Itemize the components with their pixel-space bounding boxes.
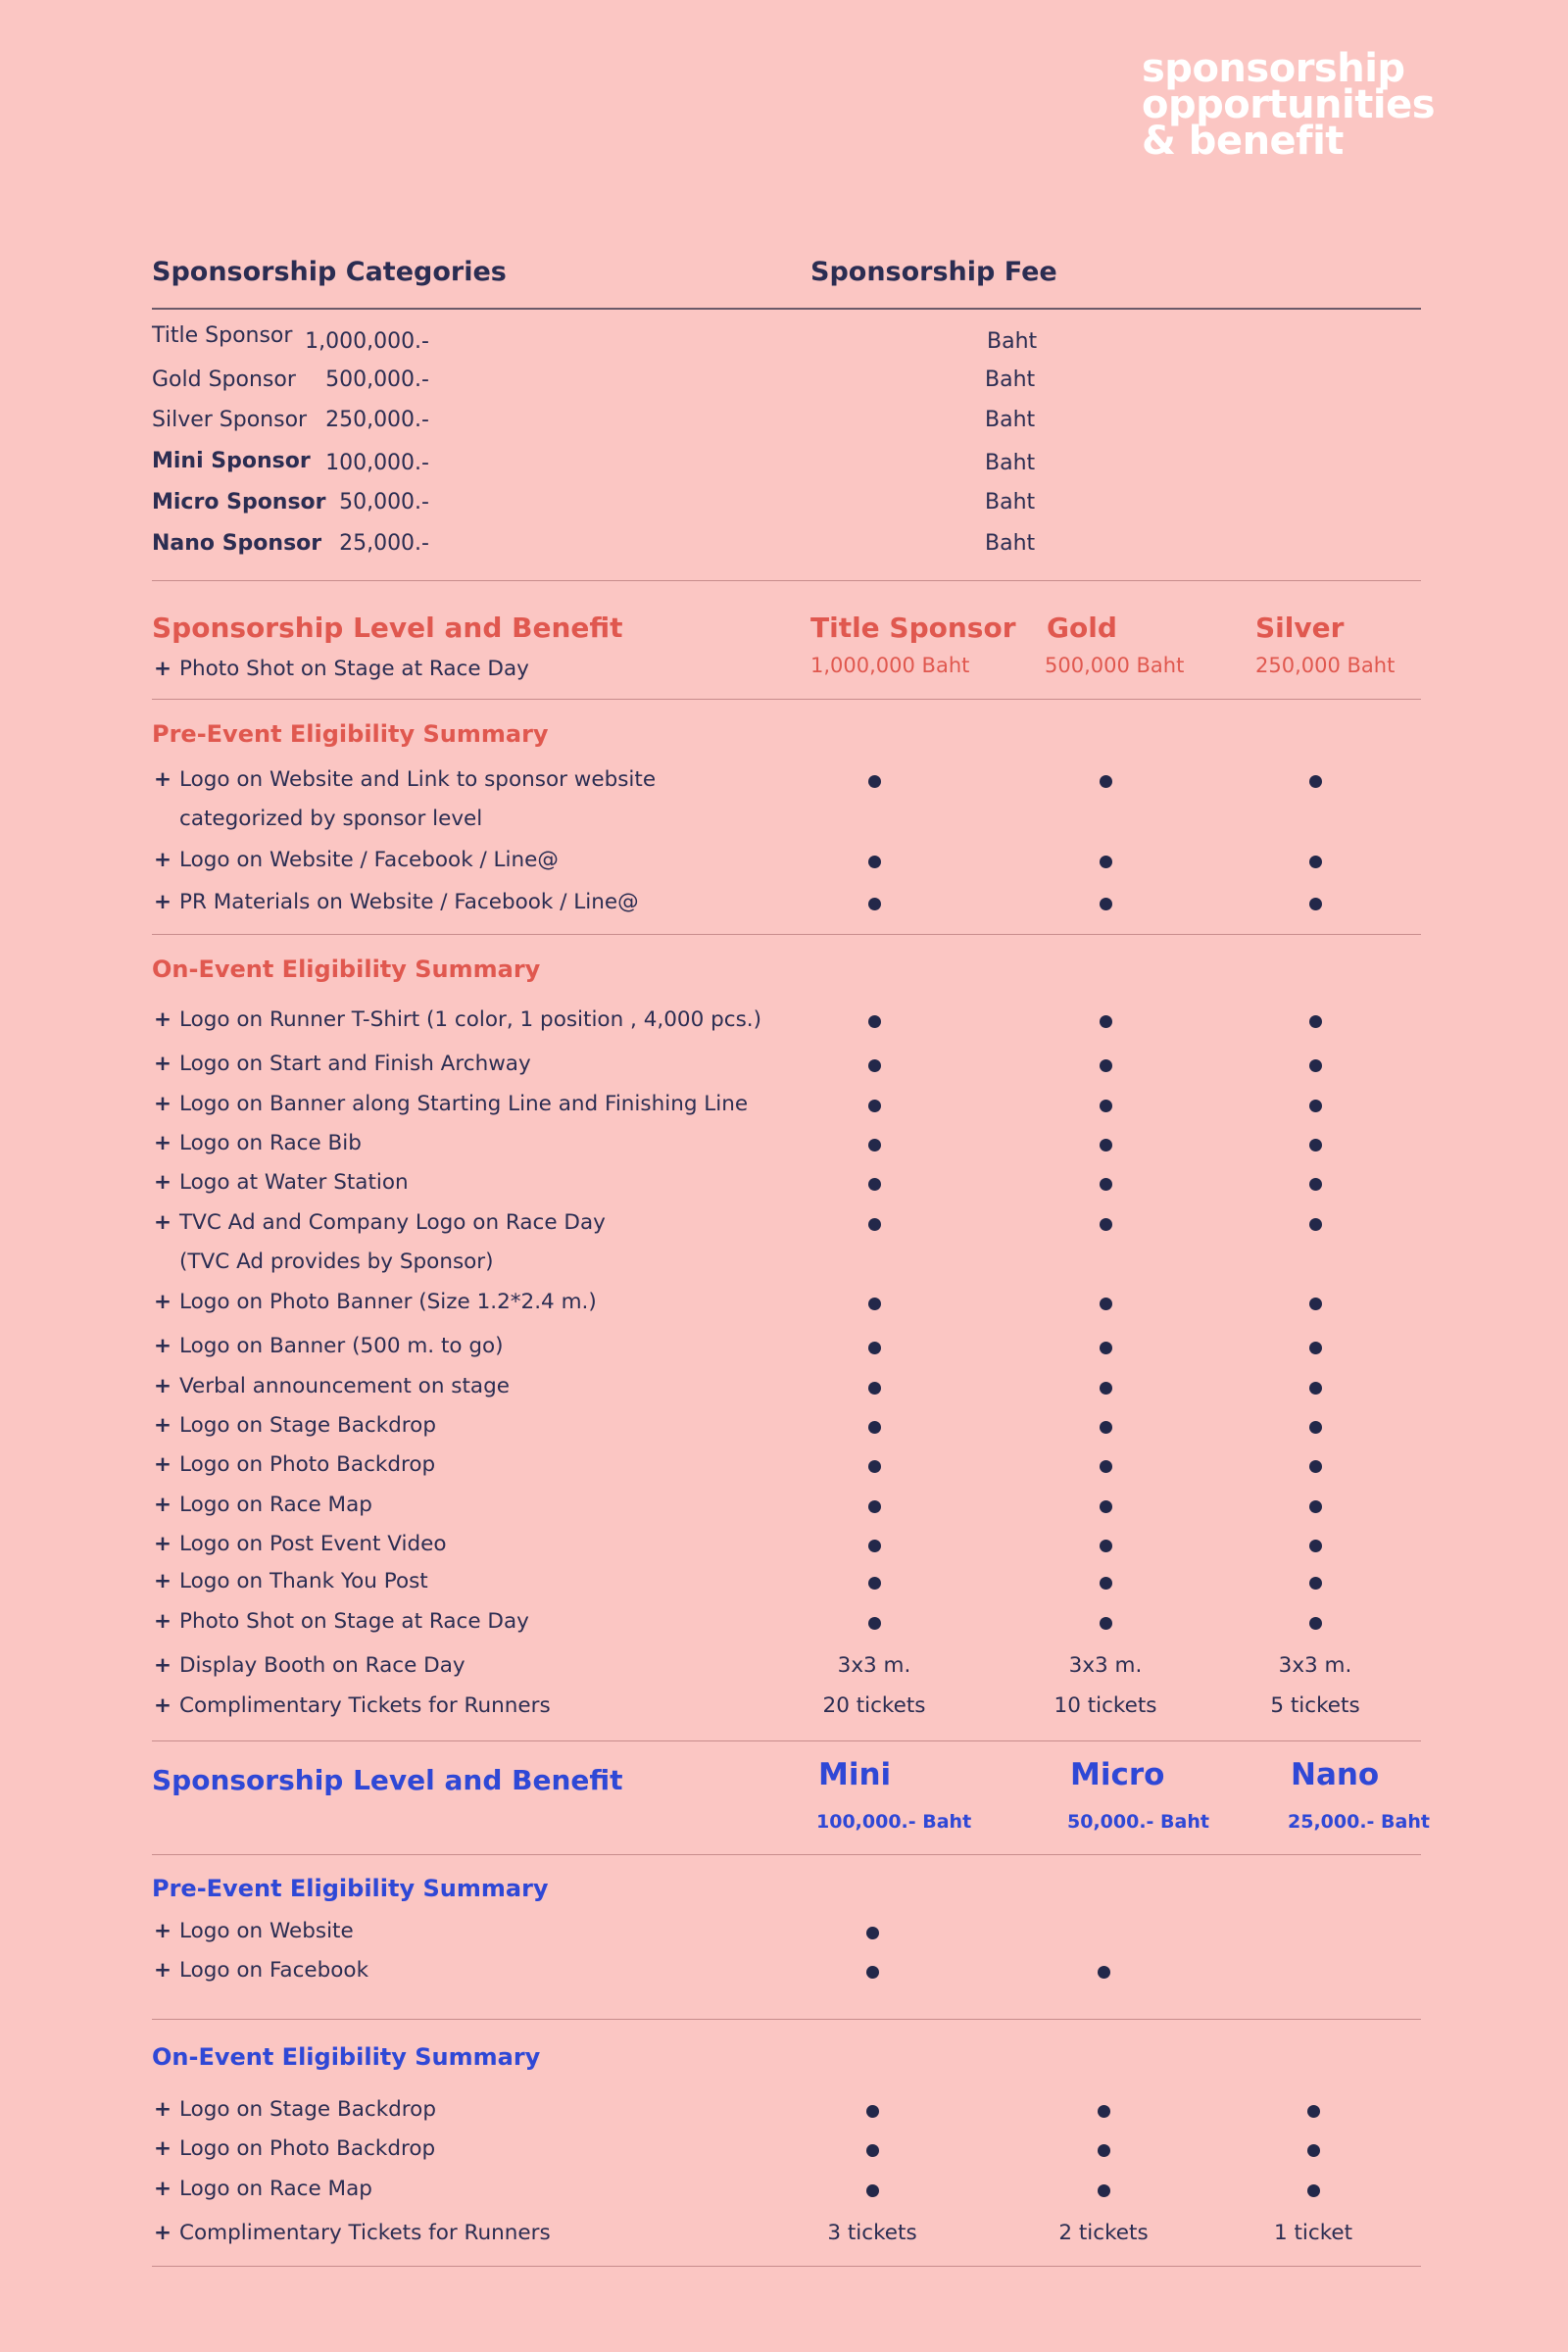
- included-dot-icon: [796, 1092, 953, 1118]
- plus-icon: +: [154, 1052, 172, 1076]
- bullet-dot-icon: [1309, 1382, 1322, 1395]
- benefit-row: [152, 767, 1421, 831]
- benefit-row: [152, 1334, 1421, 1369]
- bullet-dot-icon: [1100, 1540, 1112, 1552]
- tier-price-nano: 25,000.- Baht: [1288, 1811, 1430, 1833]
- fee-category: Gold Sponsor: [152, 368, 296, 392]
- included-dot-icon: [1237, 1532, 1394, 1558]
- bullet-dot-icon: [1309, 1421, 1322, 1434]
- included-dot-icon: [794, 2177, 951, 2203]
- bullet-dot-icon: [868, 1382, 881, 1395]
- bullet-dot-icon: [1100, 1382, 1112, 1395]
- benefit-row: [152, 1290, 1421, 1325]
- included-dot-icon: [1025, 2177, 1182, 2203]
- included-dot-icon: [1025, 2136, 1182, 2163]
- pre-event-title: Pre-Event Eligibility Summary: [152, 1875, 549, 1902]
- tier-price-micro: 50,000.- Baht: [1067, 1811, 1209, 1833]
- bullet-dot-icon: [1309, 1178, 1322, 1191]
- bullet-dot-icon: [1307, 2184, 1320, 2197]
- bullet-dot-icon: [1309, 1100, 1322, 1112]
- bullet-dot-icon: [1309, 1015, 1322, 1028]
- tier-price-title: 1,000,000 Baht: [810, 654, 970, 677]
- fee-category: Mini Sponsor: [152, 449, 311, 473]
- included-dot-icon: [1237, 848, 1394, 874]
- included-dot-icon: [1027, 1569, 1184, 1595]
- pre-event-title: Pre-Event Eligibility Summary: [152, 720, 549, 748]
- benefit-value: 3x3 m.: [1068, 1653, 1143, 1678]
- benefit-label: Logo on Photo Backdrop: [179, 2136, 436, 2161]
- benefit-label: Logo on Thank You Post: [179, 1569, 428, 1593]
- bullet-dot-icon: [1098, 2105, 1110, 2118]
- bullet-dot-icon: [868, 1100, 881, 1112]
- benefit-label: Logo on Website: [179, 1919, 354, 1943]
- included-dot-icon: [1027, 1493, 1184, 1519]
- plus-icon: +: [154, 1958, 172, 1983]
- fee-unit: Baht: [985, 531, 1036, 556]
- included-dot-icon: [796, 1452, 953, 1479]
- included-dot-icon: [1237, 890, 1394, 916]
- benefit-row: [152, 1170, 1421, 1205]
- included-dot-icon: [796, 1131, 953, 1157]
- plus-icon: +: [154, 2097, 172, 2122]
- benefit-label: Logo on Website and Link to sponsor website: [179, 767, 657, 792]
- tier-name-mini: Mini: [818, 1757, 892, 1792]
- bullet-dot-icon: [868, 1342, 881, 1354]
- bullet-dot-icon: [1100, 1421, 1112, 1434]
- bullet-dot-icon: [1309, 1460, 1322, 1473]
- bullet-dot-icon: [1100, 856, 1112, 868]
- benefit-label: Logo on Race Map: [179, 1493, 372, 1517]
- benefit-label-continued: categorized by sponsor level: [179, 807, 483, 831]
- benefit-label-continued: (TVC Ad provides by Sponsor): [179, 1250, 494, 1274]
- benefit-label: Photo Shot on Stage at Race Day: [179, 657, 529, 681]
- benefit-row: [152, 1413, 1421, 1448]
- benefit-label: Logo on Facebook: [179, 1958, 369, 1983]
- included-dot-icon: [796, 1609, 953, 1636]
- included-dot-icon: [1237, 1052, 1394, 1078]
- plus-icon: +: [154, 2136, 172, 2161]
- bullet-dot-icon: [868, 1015, 881, 1028]
- divider: [152, 580, 1421, 581]
- included-dot-icon: [1237, 1334, 1394, 1360]
- on-event-title: On-Event Eligibility Summary: [152, 956, 541, 983]
- bullet-dot-icon: [868, 1178, 881, 1191]
- benefit-label: Logo on Post Event Video: [179, 1532, 447, 1556]
- fee-amount: 250,000.-: [325, 408, 429, 432]
- tier-name-gold: Gold: [1047, 612, 1117, 644]
- fee-category: Silver Sponsor: [152, 408, 308, 432]
- fee-unit: Baht: [985, 490, 1036, 514]
- benefit-row: [152, 1131, 1421, 1166]
- bullet-dot-icon: [1098, 1966, 1110, 1979]
- benefit-label: Display Booth on Race Day: [179, 1653, 466, 1678]
- included-dot-icon: [1237, 1007, 1394, 1034]
- fee-amount: 500,000.-: [325, 368, 429, 392]
- benefit-value: 3 tickets: [827, 2221, 917, 2245]
- bullet-dot-icon: [1100, 1100, 1112, 1112]
- bullet-dot-icon: [868, 1540, 881, 1552]
- included-dot-icon: [796, 1569, 953, 1595]
- bullet-dot-icon: [868, 1059, 881, 1072]
- benefit-row: [152, 1210, 1421, 1274]
- level-heading: Sponsorship Level and Benefit: [152, 612, 623, 644]
- included-dot-icon: [1237, 1493, 1394, 1519]
- bullet-dot-icon: [1309, 1298, 1322, 1310]
- included-dot-icon: [796, 1532, 953, 1558]
- plus-icon: +: [154, 1532, 172, 1556]
- included-dot-icon: [1027, 1052, 1184, 1078]
- bullet-dot-icon: [1309, 1139, 1322, 1152]
- benefit-label: Complimentary Tickets for Runners: [179, 2221, 551, 2245]
- bullet-dot-icon: [866, 1966, 879, 1979]
- included-dot-icon: [796, 1170, 953, 1197]
- bullet-dot-icon: [1309, 898, 1322, 910]
- benefit-row: [152, 2177, 1421, 2212]
- benefit-label: Logo on Race Bib: [179, 1131, 362, 1155]
- included-dot-icon: [1237, 1374, 1394, 1400]
- tier-price-silver: 250,000 Baht: [1255, 654, 1396, 677]
- plus-icon: +: [154, 1653, 172, 1678]
- benefit-value: 3x3 m.: [837, 1653, 911, 1678]
- bullet-dot-icon: [1100, 775, 1112, 788]
- benefit-label: Logo on Photo Banner (Size 1.2*2.4 m.): [179, 1290, 597, 1314]
- benefit-value: 2 tickets: [1058, 2221, 1149, 2245]
- bullet-dot-icon: [1309, 1059, 1322, 1072]
- benefit-label: Logo on Stage Backdrop: [179, 2097, 436, 2122]
- bullet-dot-icon: [1309, 856, 1322, 868]
- fee-row: [152, 449, 1421, 488]
- bullet-dot-icon: [1309, 1540, 1322, 1552]
- plus-icon: +: [154, 890, 172, 914]
- plus-icon: +: [154, 1919, 172, 1943]
- benefit-value: 5 tickets: [1270, 1693, 1360, 1718]
- fee-row: [152, 408, 1421, 447]
- plus-icon: +: [154, 848, 172, 872]
- bullet-dot-icon: [868, 1298, 881, 1310]
- benefit-label: Logo on Photo Backdrop: [179, 1452, 436, 1477]
- benefit-row: [152, 1919, 1421, 1954]
- included-dot-icon: [796, 1052, 953, 1078]
- bullet-dot-icon: [1309, 1342, 1322, 1354]
- bullet-dot-icon: [866, 2105, 879, 2118]
- tier-name-title: Title Sponsor: [810, 612, 1016, 644]
- included-dot-icon: [1237, 1170, 1394, 1197]
- divider: [152, 934, 1421, 935]
- bullet-dot-icon: [1100, 1015, 1112, 1028]
- benefit-row: [152, 1052, 1421, 1087]
- bullet-dot-icon: [866, 2144, 879, 2157]
- plus-icon: +: [154, 1374, 172, 1398]
- benefit-value: 20 tickets: [822, 1693, 926, 1718]
- tier-name-silver: Silver: [1255, 612, 1345, 644]
- included-dot-icon: [1237, 1092, 1394, 1118]
- col-header-category: Sponsorship Categories: [152, 257, 507, 287]
- benefit-row: [152, 1958, 1421, 1993]
- fee-row: [152, 368, 1421, 407]
- included-dot-icon: [1027, 1413, 1184, 1440]
- included-dot-icon: [1235, 2097, 1392, 2124]
- bullet-dot-icon: [1098, 2184, 1110, 2197]
- bullet-dot-icon: [868, 1617, 881, 1630]
- included-dot-icon: [1025, 1958, 1182, 1984]
- bullet-dot-icon: [1309, 1500, 1322, 1513]
- divider: [152, 1854, 1421, 1855]
- bullet-dot-icon: [868, 1421, 881, 1434]
- plus-icon: +: [154, 657, 172, 681]
- included-dot-icon: [1027, 848, 1184, 874]
- bullet-dot-icon: [1100, 1460, 1112, 1473]
- bullet-dot-icon: [1100, 1342, 1112, 1354]
- tier-price-mini: 100,000.- Baht: [816, 1811, 972, 1833]
- plus-icon: +: [154, 1290, 172, 1314]
- benefit-row: [152, 890, 1421, 925]
- included-dot-icon: [794, 2136, 951, 2163]
- benefit-row: [152, 2136, 1421, 2172]
- benefit-row: [152, 2221, 1421, 2256]
- included-dot-icon: [1237, 1452, 1394, 1479]
- included-dot-icon: [794, 1919, 951, 1945]
- benefit-label: Logo on Runner T-Shirt (1 color, 1 position , 4,000 pcs.): [179, 1007, 761, 1032]
- fee-amount: 100,000.-: [325, 451, 429, 475]
- included-dot-icon: [1237, 1413, 1394, 1440]
- benefit-label: Logo on Stage Backdrop: [179, 1413, 436, 1438]
- included-dot-icon: [796, 1374, 953, 1400]
- plus-icon: +: [154, 1452, 172, 1477]
- included-dot-icon: [1027, 890, 1184, 916]
- on-event-title: On-Event Eligibility Summary: [152, 2043, 541, 2071]
- fee-amount: 1,000,000.-: [305, 329, 429, 354]
- included-dot-icon: [1237, 1210, 1394, 1237]
- bullet-dot-icon: [1309, 1617, 1322, 1630]
- benefit-label: Complimentary Tickets for Runners: [179, 1693, 551, 1718]
- benefit-value: 1 ticket: [1273, 2221, 1353, 2245]
- divider: [152, 2266, 1421, 2267]
- bullet-dot-icon: [1307, 2144, 1320, 2157]
- included-dot-icon: [1237, 1290, 1394, 1316]
- benefit-row: [152, 1609, 1421, 1644]
- benefit-row: [152, 1374, 1421, 1409]
- benefit-label: Logo on Start and Finish Archway: [179, 1052, 531, 1076]
- benefit-row: [152, 1532, 1421, 1567]
- bullet-dot-icon: [1100, 1218, 1112, 1231]
- bullet-dot-icon: [868, 898, 881, 910]
- included-dot-icon: [1027, 1609, 1184, 1636]
- benefit-row: [152, 2097, 1421, 2132]
- fee-row: [152, 490, 1421, 529]
- included-dot-icon: [796, 1493, 953, 1519]
- bullet-dot-icon: [868, 856, 881, 868]
- benefit-label: Photo Shot on Stage at Race Day: [179, 1609, 529, 1634]
- plus-icon: +: [154, 1569, 172, 1593]
- plus-icon: +: [154, 1493, 172, 1517]
- benefit-row: [152, 1092, 1421, 1127]
- included-dot-icon: [1027, 1334, 1184, 1360]
- benefit-value: 3x3 m.: [1278, 1653, 1352, 1678]
- plus-icon: +: [154, 1170, 172, 1195]
- tier-name-micro: Micro: [1070, 1757, 1165, 1792]
- benefit-label: Verbal announcement on stage: [179, 1374, 510, 1398]
- benefit-label: Logo on Race Map: [179, 2177, 372, 2201]
- bullet-dot-icon: [868, 1218, 881, 1231]
- included-dot-icon: [1027, 1170, 1184, 1197]
- included-dot-icon: [796, 767, 953, 794]
- bullet-dot-icon: [1100, 1059, 1112, 1072]
- included-dot-icon: [1027, 1290, 1184, 1316]
- fee-unit: Baht: [985, 451, 1036, 475]
- divider: [152, 2019, 1421, 2020]
- fee-category: Title Sponsor: [152, 323, 293, 348]
- benefit-label: Logo on Banner along Starting Line and Finishing Line: [179, 1092, 749, 1116]
- page-title: [1142, 46, 1436, 164]
- benefit-row: [152, 1452, 1421, 1488]
- title-line-1: sponsorship: [1142, 46, 1405, 91]
- bullet-dot-icon: [1309, 775, 1322, 788]
- fee-amount: 50,000.-: [339, 490, 429, 514]
- fee-amount: 25,000.-: [339, 531, 429, 556]
- title-line-3: & benefit: [1142, 119, 1344, 164]
- included-dot-icon: [794, 1958, 951, 1984]
- bullet-dot-icon: [1100, 1500, 1112, 1513]
- included-dot-icon: [1027, 767, 1184, 794]
- included-dot-icon: [796, 848, 953, 874]
- divider: [152, 308, 1421, 310]
- benefit-row: [152, 1007, 1421, 1043]
- included-dot-icon: [1237, 767, 1394, 794]
- bullet-dot-icon: [868, 1139, 881, 1152]
- fee-row: [152, 531, 1421, 570]
- divider: [152, 699, 1421, 700]
- bullet-dot-icon: [868, 1500, 881, 1513]
- bullet-dot-icon: [868, 1460, 881, 1473]
- benefit-row: [152, 1569, 1421, 1604]
- bullet-dot-icon: [1309, 1577, 1322, 1590]
- plus-icon: +: [154, 1007, 172, 1032]
- bullet-dot-icon: [868, 775, 881, 788]
- included-dot-icon: [1027, 1092, 1184, 1118]
- fee-row: [152, 323, 1421, 363]
- plus-icon: +: [154, 1413, 172, 1438]
- fee-category: Micro Sponsor: [152, 490, 326, 514]
- fee-unit: Baht: [987, 329, 1038, 354]
- plus-icon: +: [154, 1693, 172, 1718]
- plus-icon: +: [154, 2221, 172, 2245]
- bullet-dot-icon: [866, 1927, 879, 1939]
- benefit-label: TVC Ad and Company Logo on Race Day: [179, 1210, 606, 1235]
- tier-price-gold: 500,000 Baht: [1045, 654, 1185, 677]
- bullet-dot-icon: [1100, 1577, 1112, 1590]
- fee-unit: Baht: [985, 408, 1036, 432]
- tier-name-nano: Nano: [1291, 1757, 1380, 1792]
- plus-icon: +: [154, 1092, 172, 1116]
- bullet-dot-icon: [866, 2184, 879, 2197]
- bullet-dot-icon: [1309, 1218, 1322, 1231]
- benefit-row: [152, 1493, 1421, 1528]
- included-dot-icon: [1235, 2177, 1392, 2203]
- bullet-dot-icon: [1307, 2105, 1320, 2118]
- col-header-fee: Sponsorship Fee: [810, 257, 1057, 287]
- benefit-row: [152, 1693, 1421, 1729]
- included-dot-icon: [1025, 2097, 1182, 2124]
- benefit-value: 10 tickets: [1054, 1693, 1157, 1718]
- included-dot-icon: [1237, 1609, 1394, 1636]
- bullet-dot-icon: [1100, 1139, 1112, 1152]
- included-dot-icon: [1027, 1007, 1184, 1034]
- benefit-label: PR Materials on Website / Facebook / Line@: [179, 890, 639, 914]
- bullet-dot-icon: [1100, 1178, 1112, 1191]
- title-line-2: opportunities: [1142, 82, 1436, 127]
- included-dot-icon: [1237, 1569, 1394, 1595]
- benefit-label: Logo on Website / Facebook / Line@: [179, 848, 559, 872]
- level-heading: Sponsorship Level and Benefit: [152, 1764, 623, 1796]
- benefit-row: [152, 657, 1421, 692]
- bullet-dot-icon: [1098, 2144, 1110, 2157]
- benefit-row: [152, 848, 1421, 883]
- included-dot-icon: [794, 2097, 951, 2124]
- plus-icon: +: [154, 1609, 172, 1634]
- plus-icon: +: [154, 767, 172, 792]
- included-dot-icon: [1027, 1374, 1184, 1400]
- bullet-dot-icon: [868, 1577, 881, 1590]
- plus-icon: +: [154, 1131, 172, 1155]
- plus-icon: +: [154, 1210, 172, 1235]
- bullet-dot-icon: [1100, 1298, 1112, 1310]
- included-dot-icon: [796, 1334, 953, 1360]
- included-dot-icon: [796, 1290, 953, 1316]
- bullet-dot-icon: [1100, 1617, 1112, 1630]
- included-dot-icon: [1027, 1532, 1184, 1558]
- bullet-dot-icon: [1100, 898, 1112, 910]
- included-dot-icon: [796, 1413, 953, 1440]
- included-dot-icon: [796, 890, 953, 916]
- fee-category: Nano Sponsor: [152, 531, 322, 556]
- plus-icon: +: [154, 1334, 172, 1358]
- included-dot-icon: [1027, 1210, 1184, 1237]
- included-dot-icon: [796, 1210, 953, 1237]
- included-dot-icon: [796, 1007, 953, 1034]
- included-dot-icon: [1027, 1131, 1184, 1157]
- benefit-label: Logo on Banner (500 m. to go): [179, 1334, 504, 1358]
- included-dot-icon: [1237, 1131, 1394, 1157]
- divider: [152, 1740, 1421, 1741]
- included-dot-icon: [1027, 1452, 1184, 1479]
- included-dot-icon: [1235, 2136, 1392, 2163]
- plus-icon: +: [154, 2177, 172, 2201]
- fee-unit: Baht: [985, 368, 1036, 392]
- benefit-row: [152, 1653, 1421, 1689]
- benefit-label: Logo at Water Station: [179, 1170, 409, 1195]
